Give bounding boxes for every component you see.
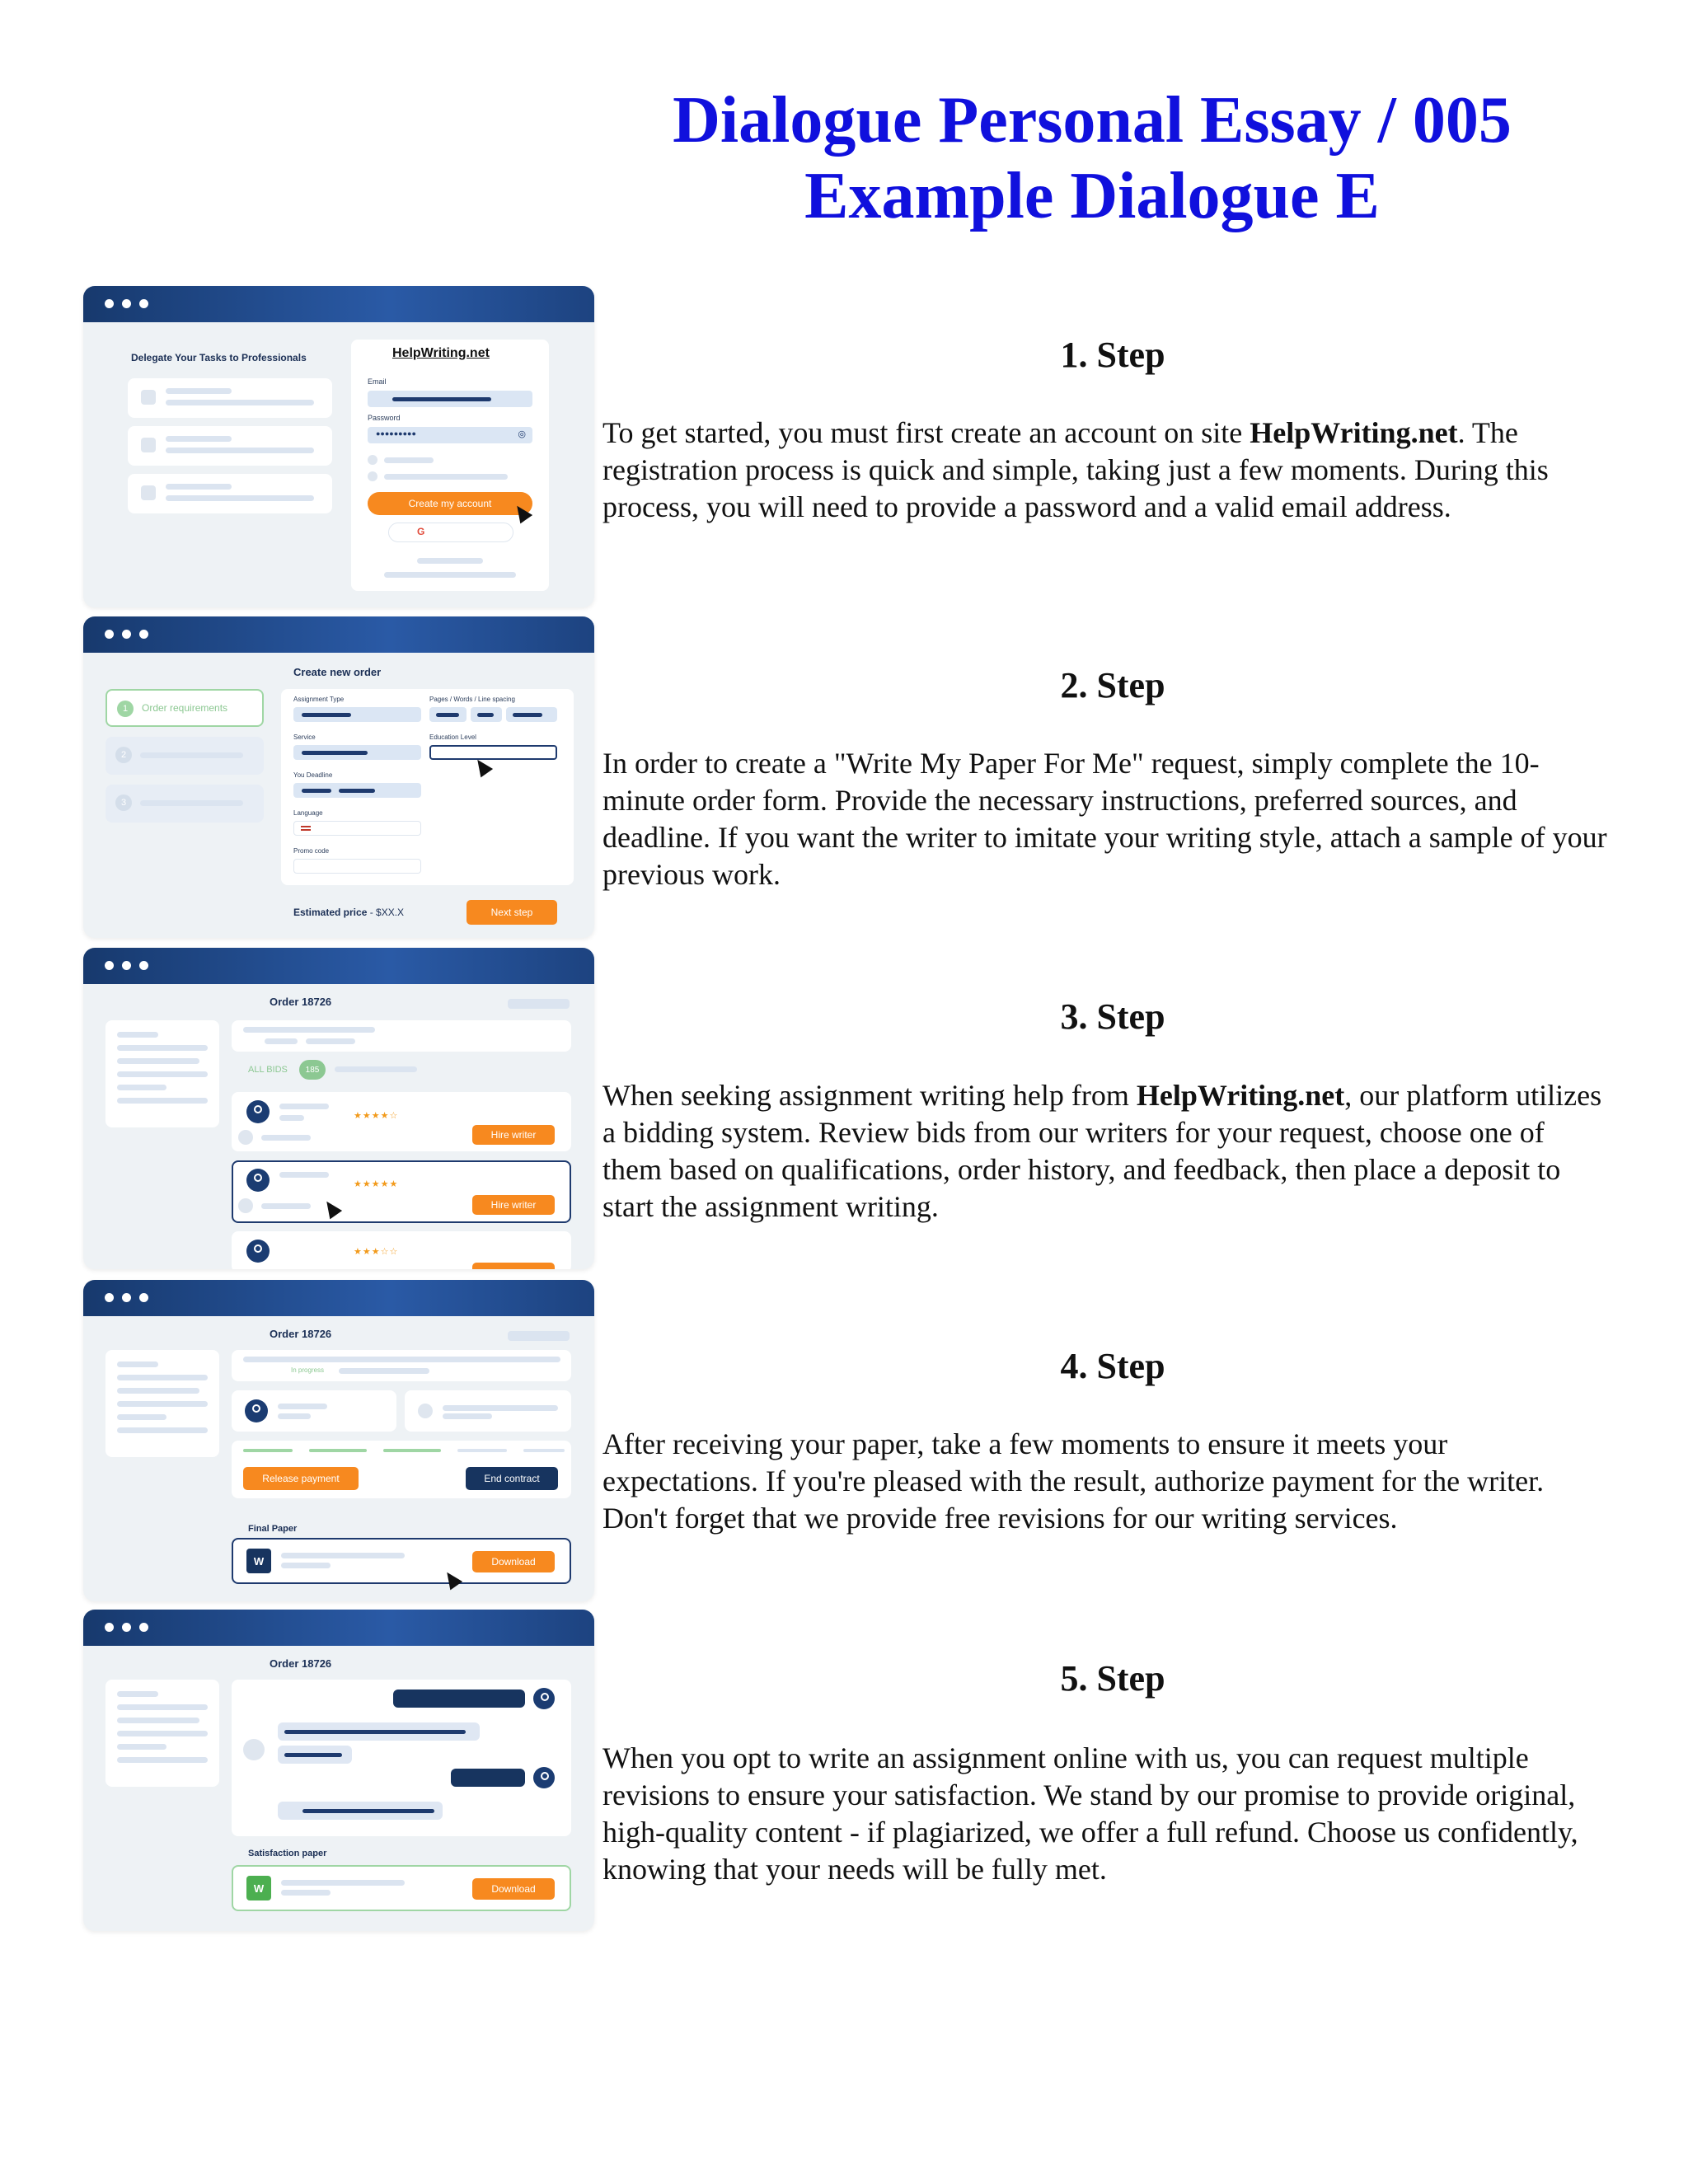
payment-card	[232, 1441, 571, 1498]
download-button[interactable]: Download	[472, 1551, 555, 1572]
window-dots	[105, 1293, 148, 1302]
email-field[interactable]	[368, 391, 532, 407]
window-bar	[83, 616, 594, 653]
estimated-price	[293, 907, 404, 918]
service-label: Service	[293, 733, 316, 741]
brand-name: HelpWriting.net	[1136, 1079, 1345, 1112]
password-value: ●●●●●●●●●	[376, 429, 416, 438]
cursor-icon	[321, 1197, 342, 1220]
word-file-icon: W	[246, 1549, 271, 1573]
checkbox-icon[interactable]	[368, 455, 377, 465]
hire-writer-button[interactable]: Hire writer	[472, 1125, 555, 1145]
pages-label: Pages / Words / Line spacing	[429, 696, 515, 703]
green-file-icon: W	[246, 1876, 271, 1900]
hire-writer-button[interactable]: Hire writer	[472, 1195, 555, 1215]
bid-card	[232, 1092, 571, 1151]
step-number-2: 2	[115, 747, 132, 763]
next-step-button[interactable]: Next step	[467, 900, 557, 925]
window-dots	[105, 1623, 148, 1632]
password-field[interactable]	[368, 427, 532, 443]
chat-panel	[232, 1680, 571, 1836]
screenshot-order-form	[83, 616, 594, 938]
order-form-title: Create new order	[293, 666, 382, 678]
end-contract-button[interactable]: End contract	[466, 1467, 558, 1490]
chat-message-incoming	[278, 1746, 352, 1764]
chat-message-incoming	[278, 1802, 443, 1820]
deadline-field[interactable]	[293, 783, 421, 798]
us-flag-icon	[301, 826, 311, 832]
window-bar	[83, 286, 594, 322]
order-number: Order 18726	[270, 1328, 332, 1340]
password-label: Password	[368, 414, 401, 422]
order-number: Order 18726	[270, 996, 332, 1008]
writer-avatar	[246, 1169, 270, 1192]
window-bar	[83, 1610, 594, 1646]
final-paper-label: Final Paper	[248, 1524, 298, 1534]
education-field[interactable]	[429, 745, 557, 760]
window-bar	[83, 1280, 594, 1316]
download-button[interactable]: Download	[472, 1878, 555, 1900]
brand-logo: HelpWriting.net	[392, 346, 490, 360]
page-title	[577, 82, 1607, 234]
chat-message-outgoing	[393, 1690, 525, 1708]
user-avatar	[533, 1688, 555, 1709]
window-dots	[105, 961, 148, 970]
step-label: Order requirements	[142, 702, 228, 714]
step-4-heading: 4. Step	[1060, 1346, 1165, 1386]
eye-icon[interactable]: ◎	[518, 429, 526, 439]
promo-field[interactable]	[293, 859, 421, 874]
bid-card-selected	[232, 1160, 571, 1223]
screenshot-bids	[83, 948, 594, 1269]
estimated-price-value: - $XX.X	[367, 907, 405, 918]
language-field[interactable]	[293, 821, 421, 836]
user-avatar	[533, 1767, 555, 1788]
order-number: Order 18726	[270, 1657, 332, 1670]
step-4-text: After receiving your paper, take a few moments to ensure it meets your expectations. If you're pleased with the result, authorize payment for the writer. Don't forget that we provide free revisions for our writing services.	[603, 1427, 1545, 1535]
release-payment-button[interactable]: Release payment	[243, 1467, 359, 1490]
step-3-text: When seeking assignment writing help from HelpWriting.net, our platform utilizes a bidding system. Review bids from our writers for your request, choose one of them based on qualifications, order history, and feedback, then place a deposit to start the assignment writing.	[603, 1079, 1602, 1223]
step-2-heading: 2. Step	[1060, 665, 1165, 705]
chat-message-incoming	[278, 1722, 480, 1741]
writer-avatar	[246, 1100, 270, 1123]
step-number-3: 3	[115, 794, 132, 811]
feature-card	[128, 474, 332, 513]
window-bar	[83, 948, 594, 984]
sidebar	[106, 1020, 219, 1127]
create-account-button[interactable]: Create my account	[368, 492, 532, 515]
estimated-price-label: Estimated price	[293, 907, 368, 918]
page-title-line1: Dialogue Personal Essay / 005	[673, 84, 1512, 157]
satisfaction-paper-label: Satisfaction paper	[248, 1849, 327, 1858]
step-2-text: In order to create a "Write My Paper For Me" request, simply complete the 10-minute order form. Provide the necessary instructions, preferred sources, and deadline. If you want the writer to imitate your writing style, attach a sample of your previous work.	[603, 747, 1607, 891]
support-card	[405, 1390, 571, 1432]
page-title-line2: Example Dialogue E	[804, 160, 1380, 232]
final-paper-file	[232, 1538, 571, 1584]
google-button[interactable]	[388, 523, 513, 542]
writer-avatar	[246, 1240, 270, 1263]
cursor-icon	[441, 1568, 462, 1591]
writer-card	[232, 1390, 396, 1432]
rating-stars: ★★★☆☆	[354, 1247, 399, 1257]
sidebar	[106, 1680, 219, 1787]
rating-stars: ★★★★☆	[354, 1111, 399, 1121]
order-fields	[281, 689, 574, 885]
order-summary	[232, 1350, 571, 1381]
pages-field[interactable]	[429, 707, 467, 722]
order-summary	[232, 1020, 571, 1052]
brand-name: HelpWriting.net	[1250, 416, 1458, 449]
feature-card	[128, 378, 332, 418]
service-field[interactable]	[293, 745, 421, 760]
assignment-type-field[interactable]	[293, 707, 421, 722]
step-1-text: To get started, you must first create an account on site HelpWriting.net. The registration process is quick and simple, taking just a few moments. During this process, you will need to provide a password and a valid email address.	[603, 416, 1549, 523]
writer-avatar	[245, 1399, 268, 1422]
signup-form	[351, 340, 549, 591]
sidebar	[106, 1350, 219, 1457]
google-icon: G	[417, 526, 425, 537]
words-field[interactable]	[471, 707, 502, 722]
screenshot-revisions	[83, 1610, 594, 1931]
step-tab-3[interactable]	[106, 785, 264, 823]
all-bids-label: ALL BIDS	[248, 1065, 288, 1075]
screenshot-final-paper	[83, 1280, 594, 1601]
step-5-text: When you opt to write an assignment online with us, you can request multiple revisions to ensure your satisfaction. We stand by our promise to provide original, high-quality content - if plagiarized, we offer a full refund. Choose us confidently, knowing that your needs will be fully met.	[603, 1741, 1578, 1886]
bid-card	[232, 1231, 571, 1269]
feature-card	[128, 426, 332, 466]
window-dots	[105, 630, 148, 639]
deadline-label: You Deadline	[293, 771, 333, 779]
checkbox-icon[interactable]	[368, 471, 377, 481]
status-in-progress: In progress	[291, 1366, 325, 1374]
spacing-field[interactable]	[506, 707, 557, 722]
step-tab-2[interactable]	[106, 737, 264, 775]
assignment-type-label: Assignment Type	[293, 696, 345, 703]
bids-count-badge: 185	[299, 1060, 326, 1080]
email-label: Email	[368, 377, 387, 386]
step-3-heading: 3. Step	[1060, 996, 1165, 1037]
language-label: Language	[293, 809, 323, 817]
rating-stars: ★★★★★	[354, 1179, 399, 1189]
step-1-heading: 1. Step	[1060, 335, 1165, 375]
step-number-1: 1	[117, 701, 134, 717]
window-dots	[105, 299, 148, 308]
delegate-title: Delegate Your Tasks to Professionals	[131, 352, 307, 363]
education-label: Education Level	[429, 733, 476, 741]
promo-label: Promo code	[293, 847, 330, 855]
step-5-heading: 5. Step	[1060, 1658, 1165, 1699]
chat-message-outgoing	[451, 1769, 525, 1787]
screenshot-signup	[83, 286, 594, 607]
step-tab-requirements[interactable]	[106, 689, 264, 727]
satisfaction-paper-file	[232, 1865, 571, 1911]
